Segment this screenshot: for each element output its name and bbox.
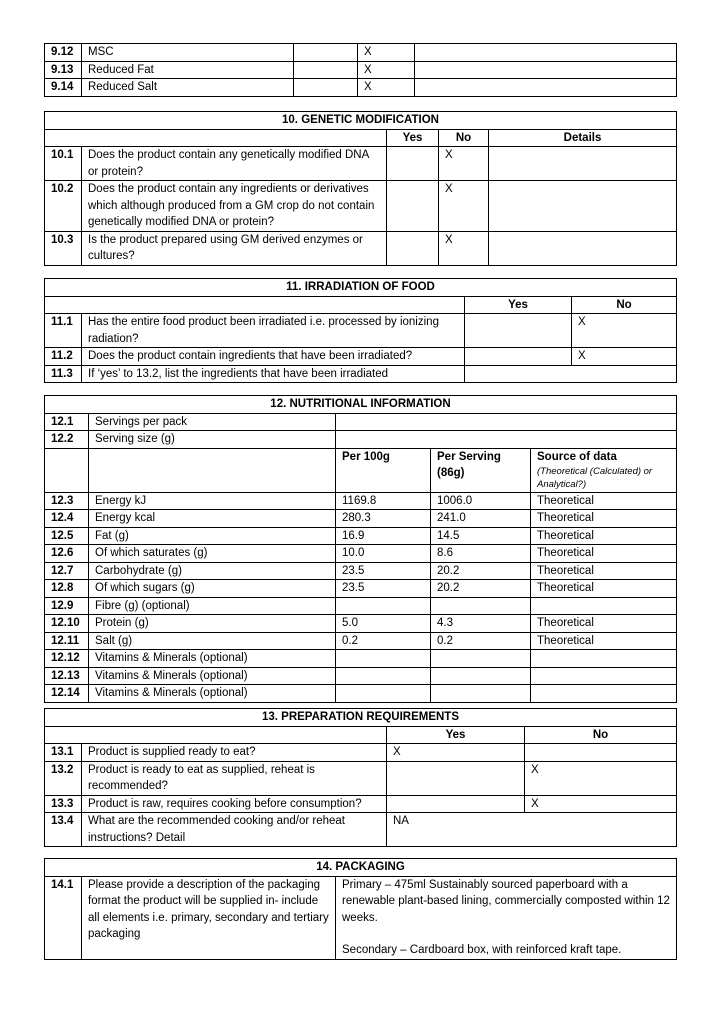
per-100g-value: 23.5 [336, 580, 431, 598]
per-serving-value: 20.2 [431, 580, 531, 598]
row-number: 13.2 [45, 761, 82, 795]
nutrient-label: Protein (g) [89, 615, 336, 633]
answer-no: X [572, 348, 677, 366]
data-source: Theoretical [531, 510, 677, 528]
per-100g-value [336, 685, 431, 703]
column-header-no: No [525, 726, 677, 744]
answer-yes [465, 314, 572, 348]
per-serving-value: 1006.0 [431, 492, 531, 510]
row-number: 12.10 [45, 615, 89, 633]
row-number: 12.5 [45, 527, 89, 545]
per-serving-value: 20.2 [431, 562, 531, 580]
answer-no: X [439, 181, 489, 232]
per-100g-value: 1169.8 [336, 492, 431, 510]
row-number: 9.13 [45, 61, 82, 79]
table-row [45, 632, 677, 650]
nutrient-label: Of which saturates (g) [89, 545, 336, 563]
data-source: Theoretical [531, 615, 677, 633]
answer-no: X [439, 231, 489, 265]
data-source [531, 667, 677, 685]
column-header-no: No [572, 296, 677, 314]
row-number: 12.11 [45, 632, 89, 650]
answer-yes [387, 147, 439, 181]
per-serving-value: 241.0 [431, 510, 531, 528]
row-number: 13.4 [45, 813, 82, 847]
packaging-primary: Primary – 475ml Sustainably sourced paperboard with a renewable plant-based lining, commercially composted within 12 weeks. [342, 878, 670, 924]
data-source: Theoretical [531, 527, 677, 545]
per-serving-value: 8.6 [431, 545, 531, 563]
per-100g-value: 16.9 [336, 527, 431, 545]
answer-yes: X [387, 744, 525, 762]
row-number: 12.9 [45, 597, 89, 615]
perserving-line2: (86g) [437, 467, 465, 479]
question-text: Has the entire food product been irradiated i.e. processed by ionizing radiation? [82, 314, 465, 348]
question-text: If ‘yes’ to 13.2, list the ingredients that have been irradiated [82, 365, 465, 383]
data-source [531, 597, 677, 615]
data-source: Theoretical [531, 545, 677, 563]
table-row [45, 44, 677, 62]
table-row [45, 510, 677, 528]
row-number: 12.13 [45, 667, 89, 685]
column-header-per100: Per 100g [336, 448, 431, 492]
data-source: Theoretical [531, 492, 677, 510]
question-text: Product is supplied ready to eat? [82, 744, 387, 762]
table-row [45, 615, 677, 633]
table-row [45, 761, 677, 795]
table-row [45, 231, 677, 265]
row-number: 10.3 [45, 231, 82, 265]
claim-label: MSC [82, 44, 294, 62]
table-row [45, 314, 677, 348]
section-title: 13. PREPARATION REQUIREMENTS [45, 709, 677, 727]
nutrient-label: Energy kcal [89, 510, 336, 528]
column-header-no: No [439, 129, 489, 147]
preparation-table [44, 708, 677, 847]
question-text: Does the product contain any ingredients or derivatives which although produced from a GM crop do not contain genetically modified DNA or protein? [82, 181, 387, 232]
per-100g-value [336, 667, 431, 685]
source-note: (Theoretical (Calculated) or Analytical?) [537, 466, 653, 490]
table-row [45, 667, 677, 685]
row-number: 10.1 [45, 147, 82, 181]
per-100g-value: 0.2 [336, 632, 431, 650]
per-serving-value [431, 685, 531, 703]
row-number: 12.12 [45, 650, 89, 668]
claim-label: Reduced Salt [82, 79, 294, 97]
table-row [45, 562, 677, 580]
answer-no: X [439, 147, 489, 181]
section-title: 14. PACKAGING [45, 859, 677, 877]
row-number: 10.2 [45, 181, 82, 232]
answer-yes [387, 761, 525, 795]
source-heading: Source of data [537, 450, 617, 463]
section-title: 12. NUTRITIONAL INFORMATION [45, 396, 677, 414]
question-text: Does the product contain ingredients that have been irradiated? [82, 348, 465, 366]
claims-table [44, 43, 677, 97]
nutrient-label: Fibre (g) (optional) [89, 597, 336, 615]
nutrient-label: Energy kJ [89, 492, 336, 510]
nutrient-label: Carbohydrate (g) [89, 562, 336, 580]
row-number: 11.2 [45, 348, 82, 366]
packaging-secondary: Secondary – Cardboard box, with reinforced kraft tape. [342, 944, 622, 956]
row-number: 12.3 [45, 492, 89, 510]
data-source: Theoretical [531, 580, 677, 598]
section-title: 11. IRRADIATION OF FOOD [45, 279, 677, 297]
nutrient-label: Salt (g) [89, 632, 336, 650]
per-serving-value: 14.5 [431, 527, 531, 545]
nutrient-label: Fat (g) [89, 527, 336, 545]
table-row [45, 685, 677, 703]
answer-yes [465, 348, 572, 366]
question-text: Product is ready to eat as supplied, reheat is recommended? [82, 761, 387, 795]
column-header-source [531, 448, 677, 492]
data-source: Theoretical [531, 562, 677, 580]
per-100g-value: 280.3 [336, 510, 431, 528]
column-header-yes: Yes [387, 726, 525, 744]
irradiation-table [44, 278, 677, 383]
row-number: 9.14 [45, 79, 82, 97]
row-number: 11.1 [45, 314, 82, 348]
table-row [45, 527, 677, 545]
table-row [45, 813, 677, 847]
genetic-modification-table [44, 111, 677, 266]
table-row [45, 181, 677, 232]
row-number: 12.6 [45, 545, 89, 563]
per-serving-value: 4.3 [431, 615, 531, 633]
row-number: 12.2 [45, 431, 89, 449]
row-number: 12.4 [45, 510, 89, 528]
answer-no: X [525, 761, 677, 795]
serving-size-label: Serving size (g) [89, 431, 336, 449]
table-row [45, 545, 677, 563]
per-serving-value [431, 667, 531, 685]
table-row [45, 580, 677, 598]
row-number: 12.7 [45, 562, 89, 580]
packaging-description [336, 876, 677, 959]
per-serving-value: 0.2 [431, 632, 531, 650]
row-number: 13.3 [45, 795, 82, 813]
claim-label: Reduced Fat [82, 61, 294, 79]
nutrient-label: Of which sugars (g) [89, 580, 336, 598]
table-row [45, 795, 677, 813]
answer-yes [387, 181, 439, 232]
per-serving-value [431, 597, 531, 615]
nutrient-label: Vitamins & Minerals (optional) [89, 685, 336, 703]
table-row [45, 365, 677, 383]
column-header-yes: Yes [387, 129, 439, 147]
column-header-details: Details [489, 129, 677, 147]
per-100g-value [336, 597, 431, 615]
table-row [45, 876, 677, 959]
per-100g-value: 5.0 [336, 615, 431, 633]
table-row [45, 744, 677, 762]
claim-mark: X [358, 44, 415, 62]
per-100g-value [336, 650, 431, 668]
nutrient-label: Vitamins & Minerals (optional) [89, 667, 336, 685]
row-number: 12.1 [45, 413, 89, 431]
column-header-yes: Yes [465, 296, 572, 314]
data-source: Theoretical [531, 632, 677, 650]
column-header-perserving [431, 448, 531, 492]
perserving-line1: Per Serving [437, 450, 501, 463]
section-title: 10. GENETIC MODIFICATION [45, 112, 677, 130]
data-source [531, 650, 677, 668]
claim-mark: X [358, 79, 415, 97]
question-text: Does the product contain any genetically modified DNA or protein? [82, 147, 387, 181]
table-row [45, 492, 677, 510]
row-number: 12.14 [45, 685, 89, 703]
nutrient-label: Vitamins & Minerals (optional) [89, 650, 336, 668]
row-number: 9.12 [45, 44, 82, 62]
question-text: Please provide a description of the packaging format the product will be supplied in- include all elements i.e. primary, secondary and tertiary packaging [82, 876, 336, 959]
row-number: 13.1 [45, 744, 82, 762]
servings-label: Servings per pack [89, 413, 336, 431]
table-row [45, 79, 677, 97]
table-row [45, 61, 677, 79]
row-number: 11.3 [45, 365, 82, 383]
question-text: Is the product prepared using GM derived enzymes or cultures? [82, 231, 387, 265]
table-row [45, 147, 677, 181]
row-number: 12.8 [45, 580, 89, 598]
data-source [531, 685, 677, 703]
answer-no: X [525, 795, 677, 813]
answer-yes [387, 795, 525, 813]
detail-answer: NA [387, 813, 677, 847]
table-row [45, 597, 677, 615]
answer-no [525, 744, 677, 762]
per-serving-value [431, 650, 531, 668]
table-row [45, 650, 677, 668]
question-text: What are the recommended cooking and/or reheat instructions? Detail [82, 813, 387, 847]
packaging-table [44, 858, 677, 960]
nutrition-table [44, 395, 677, 703]
answer-no: X [572, 314, 677, 348]
answer-yes [387, 231, 439, 265]
question-text: Product is raw, requires cooking before consumption? [82, 795, 387, 813]
per-100g-value: 23.5 [336, 562, 431, 580]
per-100g-value: 10.0 [336, 545, 431, 563]
claim-mark: X [358, 61, 415, 79]
row-number: 14.1 [45, 876, 82, 959]
table-row [45, 348, 677, 366]
